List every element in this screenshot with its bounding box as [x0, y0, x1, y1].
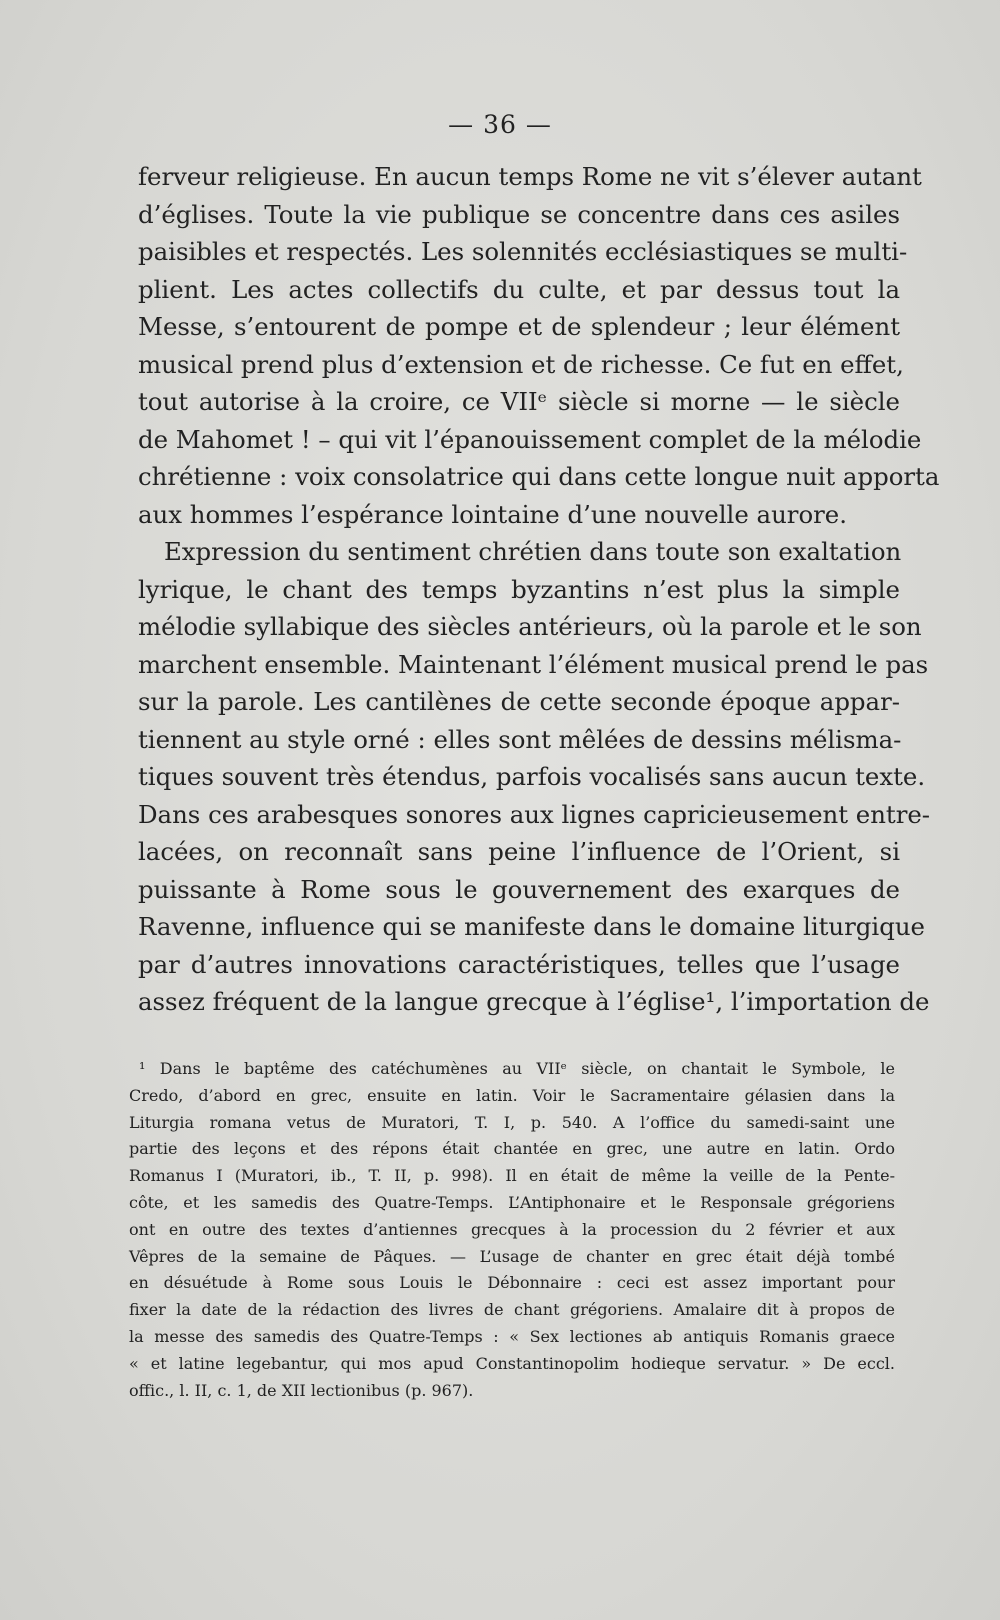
footnote-line: « et latine legebantur, qui mos apud Constantinopolim hodieque servatur. » De eccl.	[129, 1353, 895, 1373]
text-line: Dans ces arabesques sonores aux lignes capricieusement entre-	[138, 799, 931, 829]
footnote-line: en désuétude à Rome sous Louis le Débonnaire : ceci est assez important pour	[129, 1273, 895, 1293]
footnote-line: côte, et les samedis des Quatre-Temps. L’Antiphonaire et le Responsale grégoriens	[129, 1192, 895, 1212]
text-line: chrétienne : voix consolatrice qui dans cette longue nuit apporta	[138, 462, 940, 491]
footnote-block	[129, 1056, 895, 1404]
text-line: plient. Les actes collectifs du culte, et par dessus tout la	[138, 274, 900, 304]
text-line: Expression du sentiment chrétien dans toute son exaltation	[164, 537, 902, 566]
text-line: ferveur religieuse. En aucun temps Rome ne vit s’élever autant	[138, 162, 922, 191]
footnote-line: Credo, d’abord en grec, ensuite en latin. Voir le Sacramentaire gélasien dans la	[129, 1085, 895, 1105]
main-text	[138, 158, 940, 1021]
footnote-line: offic., l. II, c. 1, de XII lectionibus (p. 967).	[129, 1380, 474, 1400]
text-line: tout autorise à la croire, ce VIIᵉ siècle si morne — le siècle	[138, 387, 900, 416]
text-line: Messe, s’entourent de pompe et de splendeur ; leur élément	[138, 312, 900, 341]
text-line: par d’autres innovations caractéristiques, telles que l’usage	[138, 949, 900, 979]
footnote-line: la messe des samedis des Quatre-Temps : « Sex lectiones ab antiquis Romanis graece	[129, 1326, 895, 1346]
text-line: mélodie syllabique des siècles antérieurs, où la parole et le son	[138, 612, 922, 641]
footnote-line: partie des leçons et des répons était chantée en grec, une autre en latin. Ordo	[129, 1139, 895, 1159]
footnote-line: ¹ Dans le baptême des catéchumènes au VIIᵉ siècle, on chantait le Symbole, le	[139, 1059, 895, 1078]
text-line: tiques souvent très étendus, parfois vocalisés sans aucun texte.	[138, 762, 926, 791]
text-line: lacées, on reconnaît sans peine l’influence de l’Orient, si	[138, 837, 900, 866]
text-line: aux hommes l’espérance lointaine d’une nouvelle aurore.	[138, 499, 847, 529]
footnote-line: ont en outre des textes d’antiennes grecques à la procession du 2 février et aux	[129, 1219, 895, 1239]
text-line: lyrique, le chant des temps byzantins n’est plus la simple	[138, 574, 900, 604]
text-line: assez fréquent de la langue grecque à l’église¹, l’importation de	[138, 987, 930, 1016]
page-number: — 36 —	[448, 110, 552, 139]
text-line: paisibles et respectés. Les solennités ecclésiastiques se multi-	[138, 237, 908, 266]
text-line: musical prend plus d’extension et de richesse. Ce fut en effet,	[138, 349, 904, 379]
text-line: marchent ensemble. Maintenant l’élément musical prend le pas	[138, 649, 929, 679]
text-line: puissante à Rome sous le gouvernement des exarques de	[138, 874, 900, 904]
footnote-line: Romanus I (Muratori, ib., T. II, p. 998). Il en était de même la veille de la Pente-	[129, 1166, 895, 1186]
text-line: Ravenne, influence qui se manifeste dans le domaine liturgique	[138, 912, 925, 941]
text-line: d’églises. Toute la vie publique se concentre dans ces asiles	[138, 199, 900, 229]
text-line: tiennent au style orné : elles sont mêlées de dessins mélisma-	[138, 724, 902, 754]
footnote-line: Liturgia romana vetus de Muratori, T. I, p. 540. A l’office du samedi-saint une	[129, 1112, 895, 1132]
text-line: de Mahomet ! – qui vit l’épanouissement complet de la mélodie	[138, 424, 922, 454]
text-line: sur la parole. Les cantilènes de cette seconde époque appar-	[138, 687, 900, 716]
footnote-line: fixer la date de la rédaction des livres de chant grégoriens. Amalaire dit à propos de	[129, 1300, 895, 1320]
footnote-line: Vêpres de la semaine de Pâques. — L’usage de chanter en grec était déjà tombé	[129, 1246, 895, 1266]
